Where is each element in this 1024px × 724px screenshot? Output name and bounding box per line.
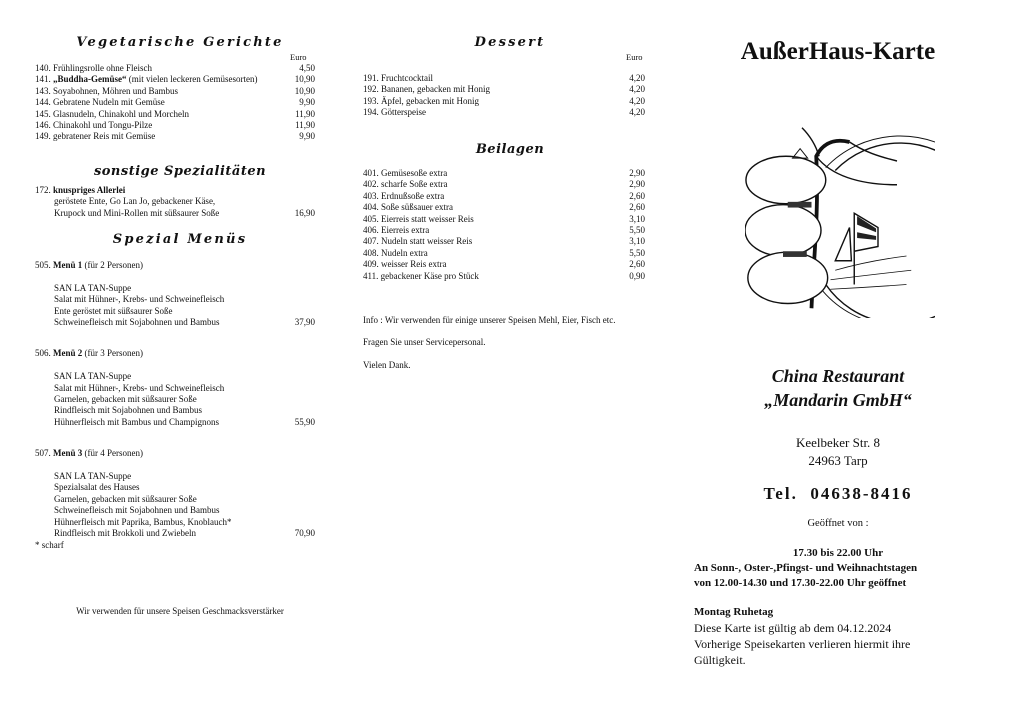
item-text [363,248,605,259]
address-city: 24963 Tarp [808,453,868,468]
info-text: Info : Wir verwenden für einige unserer Speisen Mehl, Eier, Fisch etc. [363,315,616,325]
item-price: 3,10 [629,236,645,247]
menu-item-row [35,86,315,97]
set-menu-header [35,448,315,459]
item-number: 192. [363,84,379,95]
opening-label: Geöffnet von : [807,518,869,529]
item-name: gebratener Reis mit Gemüse [53,131,156,142]
set-menu-course [35,417,315,428]
item-text [35,120,275,131]
item-text [363,73,605,84]
set-menu-title [35,260,315,271]
rest-day: Montag Ruhetag [694,606,774,618]
section-title-vegetarisch: Vegetarische Gerichte [76,35,284,50]
phone-number: Tel. 04638-8416 [763,484,913,503]
set-menu-persons: (für 3 Personen) [84,348,143,359]
course-name: Rindfleisch mit Sojabohnen und Bambus [54,405,202,416]
item-number: 411. [363,270,379,281]
opening-hours: 17.30 bis 22.00 Uhr [792,547,884,559]
item-number: 146. [35,120,51,131]
item-price: 70,90 [294,528,315,539]
menu-item-row [363,168,645,179]
menu-item-row [363,248,645,259]
item-number: 193. [363,95,379,106]
item-name: knuspriges Allerlei [53,185,126,195]
holiday-days: An Sonn-, Oster-,Pfingst- und Weihnachtstagen [694,562,918,574]
item-name: Nudeln extra [381,247,428,258]
lantern-boat-illustration-icon [745,118,935,318]
item-number: 407. [363,236,379,247]
item-name-bold: „Buddha-Gemüse“ [53,74,127,85]
item-number: 506. [35,348,51,359]
item-text [363,96,605,107]
set-menu [35,260,315,328]
item-text [363,271,605,282]
course-name: Hühnerfleisch mit Bambus und Champignons [54,416,219,427]
item-text [35,86,275,97]
item-price: 11,90 [295,108,315,119]
item-text [35,97,275,108]
item-number: 403. [363,190,379,201]
sonstige-item [35,185,315,219]
menu-item-row [363,191,645,202]
course-name: SAN LA TAN-Suppe [54,471,132,482]
item-price: 3,10 [629,213,645,224]
menu-item-row [35,109,315,120]
set-menu-course [35,306,315,317]
item-price: 5,50 [629,225,645,236]
item-text [363,84,605,95]
item-text [363,202,605,213]
menu-item-row [363,73,645,84]
item-number: 143. [35,85,51,96]
menu-item-row [363,107,645,118]
item-number: 409. [363,259,379,270]
course-name: Schweinefleisch mit Sojabohnen und Bambus [54,317,220,328]
menu-item-row [363,179,645,190]
menu-item-row [35,74,315,85]
item-name: scharfe Soße extra [381,179,448,190]
menu-item-row [35,97,315,108]
item-number: 140. [35,63,51,73]
menu-item-row [363,236,645,247]
set-menu [35,448,315,539]
set-menu-course [35,383,315,394]
item-name: Gemüsesoße extra [381,168,448,178]
menu-item-row [35,120,315,131]
set-menu-course [35,471,315,482]
item-name: Glasnudeln, Chinakohl und Morcheln [53,108,189,119]
item-price: 10,90 [294,74,315,85]
item-name: Nudeln statt weisser Reis [381,236,473,247]
item-price: 2,90 [629,179,645,190]
item-name: Soyabohnen, Möhren und Bambus [53,85,178,96]
menu-item-row [363,84,645,95]
menu-item-row [35,63,315,74]
item-price: 9,90 [299,97,315,108]
course-name: Salat mit Hühner-, Krebs- und Schweinefleisch [54,294,225,305]
item-description: geröstete Ente, Go Lan Jo, gebackener Käse, [54,196,216,207]
item-text [35,131,275,142]
course-name: SAN LA TAN-Suppe [54,282,132,293]
course-name: Garnelen, gebacken mit süßsaurer Soße [54,394,197,405]
item-number: 194. [363,107,379,118]
company-name: „Mandarin GmbH“ [764,390,912,410]
set-menu-course [35,517,315,528]
course-name: Salat mit Hühner-, Krebs- und Schweinefleisch [54,382,225,393]
set-menu-course [35,528,315,539]
address-street: Keelbeker Str. 8 [795,435,881,450]
set-menu-course [35,394,315,405]
item-name: Äpfel, gebacken mit Honig [381,95,479,106]
item-price: 4,20 [629,107,645,118]
spacer [35,360,315,371]
set-menu-title [35,448,315,459]
item-price: 0,90 [629,270,645,281]
item-name: Soße süßsauer extra [381,202,453,213]
item-name: weisser Reis extra [381,259,447,270]
item-name: Eierreis extra [381,225,430,236]
section-title-dessert: Dessert [474,35,546,50]
notice: Wir verwenden für unsere Speisen Geschmacksverstärker [76,606,284,616]
spacer [35,460,315,471]
set-menu-title [35,348,315,359]
item-number: 401. [363,168,379,178]
item-text [363,214,605,225]
item-text [35,74,275,85]
section-title-sonstige: sonstige Spezialitäten [93,164,267,179]
cover-title: AußerHaus-Karte [740,38,936,65]
set-menu-persons: (für 4 Personen) [84,448,143,459]
set-menu-course [35,371,315,382]
spacer [35,271,315,282]
item-name: Erdnußsoße extra [381,190,445,201]
item-number: 405. [363,213,379,224]
item-number: 507. [35,448,51,459]
item-price: 4,20 [629,73,645,83]
set-menu [35,348,315,428]
item-price: 11,90 [295,120,315,131]
item-price: 9,90 [299,131,315,142]
set-menu-header [35,260,315,271]
menu-item-row [363,225,645,236]
course-name: SAN LA TAN-Suppe [54,371,132,382]
item-price: 5,50 [629,247,645,258]
currency-label: Euro [290,52,307,62]
item-price: 2,60 [629,190,645,201]
course-name: Schweinefleisch mit Sojabohnen und Bambus [54,505,220,516]
vegetarisch-list [35,63,315,143]
item-price: 4,20 [629,95,645,106]
item-number: 404. [363,202,379,213]
item-number: 402. [363,179,379,190]
item-name: Frühlingsrolle ohne Fleisch [53,63,152,73]
set-menu-header [35,348,315,359]
menu-item-row [363,202,645,213]
item-number: 149. [35,131,51,142]
set-menu-course [35,294,315,305]
restaurant-name: China Restaurant [771,366,905,386]
item-price: 2,60 [629,202,645,213]
dessert-list [363,73,645,119]
item-price: 37,90 [294,317,315,328]
section-title-beilagen: Beilagen [475,142,545,157]
course-name: Spezialsalat des Hauses [54,482,140,493]
course-name: Hühnerfleisch mit Paprika, Bambus, Knoblauch* [54,516,232,527]
set-menu-course [35,494,315,505]
item-price: 2,90 [629,168,645,178]
item-name: Gebratene Nudeln mit Gemüse [53,97,165,108]
item-number: 172. [35,185,51,195]
item-text [363,259,605,270]
holiday-hours: von 12.00-14.30 und 17.30-22.00 Uhr geöffnet [694,577,907,589]
menu-item-row [363,214,645,225]
item-number: 144. [35,97,51,108]
item-text [363,236,605,247]
item-name: Fruchtcocktail [381,73,433,83]
set-menu-course [35,283,315,294]
item-name: Bananen, gebacken mit Honig [381,84,490,95]
course-name: Ente geröstet mit süßsaurer Soße [54,305,173,316]
item-name: Götterspeise [381,107,426,118]
item-price: 4,50 [299,63,315,73]
item-price: 4,20 [629,84,645,95]
set-menu-course [35,482,315,493]
set-menu-name: Menü 1 [53,260,83,270]
beilagen-list [363,168,645,282]
item-price: 10,90 [294,85,315,96]
spezial-menus [35,260,315,559]
menu-item-row [363,259,645,270]
item-text [35,63,275,74]
currency-label: Euro [626,52,643,62]
course-name: Rindfleisch mit Brokkoli und Zwiebeln [54,528,196,539]
item-name: (mit vielen leckeren Gemüsesorten) [126,74,258,85]
item-name: Eierreis statt weisser Reis [381,213,474,224]
menu-item-row [363,271,645,282]
validity-date: Diese Karte ist gültig ab dem 04.12.2024 [694,621,892,635]
item-number: 191. [363,73,379,83]
info-text: Vielen Dank. [363,360,411,370]
set-menu-name: Menü 2 [53,348,83,359]
course-name: Garnelen, gebacken mit süßsaurer Soße [54,493,197,504]
item-text [363,179,605,190]
validity-note: Vorherige Speisekarten verlieren hiermit ihre [694,637,911,651]
set-menu-persons: (für 2 Personen) [84,260,143,270]
info-text: Fragen Sie unser Servicepersonal. [363,337,486,347]
item-number: 141. [35,74,51,85]
item-text [363,168,605,179]
item-number: 145. [35,108,51,119]
item-number: 406. [363,225,379,236]
item-number: 505. [35,260,51,270]
menu-item-row [35,131,315,142]
footnote: * scharf [35,540,64,550]
item-name: Chinakohl und Tongu-Pilze [53,120,153,131]
validity-note-end: Gültigkeit. [694,653,746,667]
set-menu-course [35,505,315,516]
menu-item-row [363,96,645,107]
item-price: 2,60 [629,259,645,270]
item-text [35,109,275,120]
item-price: 16,90 [294,207,315,218]
item-text [363,225,605,236]
item-price: 55,90 [294,416,315,427]
item-text [363,107,605,118]
set-menu-name: Menü 3 [53,448,83,459]
set-menu-course [35,317,315,328]
item-name: gebackener Käse pro Stück [380,270,479,281]
item-number: 408. [363,247,381,258]
set-menu-course [35,405,315,416]
item-text [363,191,605,202]
item-description: Krupock und Mini-Rollen mit süßsaurer Soße [54,207,220,218]
section-title-spezial: Spezial Menüs [112,232,248,247]
